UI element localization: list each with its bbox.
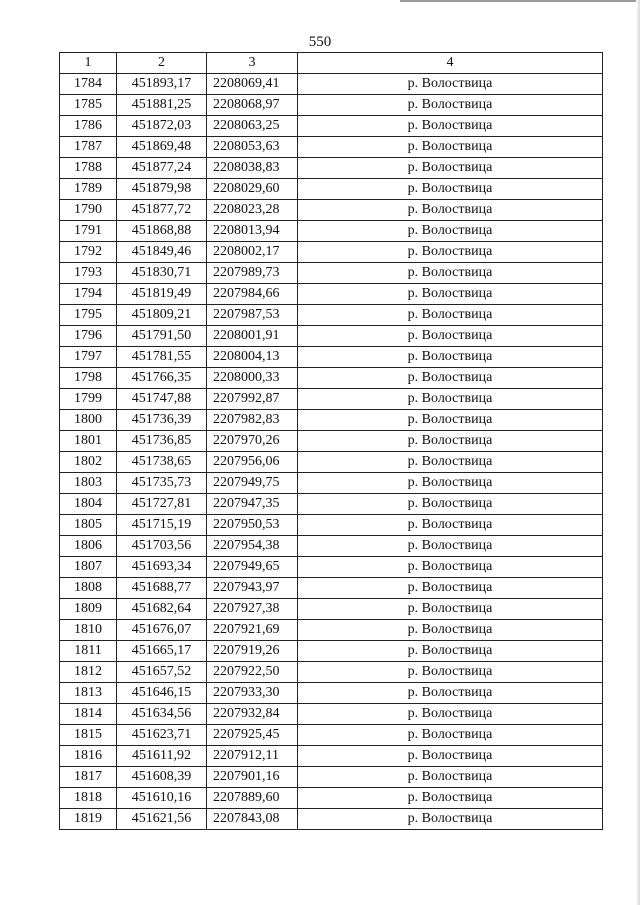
cell-x-coordinate: 451608,39 bbox=[117, 767, 207, 788]
cell-description: р. Волоствица bbox=[298, 704, 603, 725]
table-row bbox=[60, 452, 603, 473]
cell-y-coordinate: 2207987,53 bbox=[207, 305, 298, 326]
cell-description: р. Волоствица bbox=[298, 179, 603, 200]
cell-description: р. Волоствица bbox=[298, 683, 603, 704]
cell-point-number: 1792 bbox=[60, 242, 117, 263]
coordinates-table bbox=[59, 52, 603, 830]
cell-point-number: 1816 bbox=[60, 746, 117, 767]
cell-description: р. Волоствица bbox=[298, 578, 603, 599]
cell-x-coordinate: 451872,03 bbox=[117, 116, 207, 137]
cell-x-coordinate: 451738,65 bbox=[117, 452, 207, 473]
cell-y-coordinate: 2207954,38 bbox=[207, 536, 298, 557]
table-row bbox=[60, 515, 603, 536]
cell-x-coordinate: 451868,88 bbox=[117, 221, 207, 242]
cell-y-coordinate: 2207984,66 bbox=[207, 284, 298, 305]
cell-y-coordinate: 2207992,87 bbox=[207, 389, 298, 410]
column-header-y-coordinate: 3 bbox=[207, 53, 298, 74]
cell-description: р. Волоствица bbox=[298, 599, 603, 620]
cell-x-coordinate: 451879,98 bbox=[117, 179, 207, 200]
table-row bbox=[60, 74, 603, 95]
table-row bbox=[60, 410, 603, 431]
table-row bbox=[60, 746, 603, 767]
column-header-x-coordinate: 2 bbox=[117, 53, 207, 74]
cell-point-number: 1819 bbox=[60, 809, 117, 830]
cell-y-coordinate: 2208038,83 bbox=[207, 158, 298, 179]
cell-y-coordinate: 2207956,06 bbox=[207, 452, 298, 473]
cell-y-coordinate: 2207922,50 bbox=[207, 662, 298, 683]
cell-x-coordinate: 451881,25 bbox=[117, 95, 207, 116]
cell-y-coordinate: 2208004,13 bbox=[207, 347, 298, 368]
cell-point-number: 1791 bbox=[60, 221, 117, 242]
cell-y-coordinate: 2207949,65 bbox=[207, 557, 298, 578]
table-row bbox=[60, 578, 603, 599]
scan-edge-line bbox=[400, 0, 640, 2]
cell-point-number: 1785 bbox=[60, 95, 117, 116]
cell-point-number: 1815 bbox=[60, 725, 117, 746]
table-row bbox=[60, 431, 603, 452]
cell-y-coordinate: 2207949,75 bbox=[207, 473, 298, 494]
cell-description: р. Волоствица bbox=[298, 452, 603, 473]
cell-point-number: 1817 bbox=[60, 767, 117, 788]
table-row bbox=[60, 641, 603, 662]
cell-x-coordinate: 451703,56 bbox=[117, 536, 207, 557]
table-row bbox=[60, 116, 603, 137]
cell-description: р. Волоствица bbox=[298, 641, 603, 662]
cell-x-coordinate: 451735,73 bbox=[117, 473, 207, 494]
cell-description: р. Волоствица bbox=[298, 620, 603, 641]
cell-point-number: 1797 bbox=[60, 347, 117, 368]
cell-description: р. Волоствица bbox=[298, 767, 603, 788]
table-row bbox=[60, 221, 603, 242]
cell-x-coordinate: 451646,15 bbox=[117, 683, 207, 704]
cell-x-coordinate: 451869,48 bbox=[117, 137, 207, 158]
table-body bbox=[60, 74, 603, 830]
cell-x-coordinate: 451676,07 bbox=[117, 620, 207, 641]
cell-point-number: 1786 bbox=[60, 116, 117, 137]
table-row bbox=[60, 158, 603, 179]
cell-point-number: 1804 bbox=[60, 494, 117, 515]
cell-point-number: 1808 bbox=[60, 578, 117, 599]
cell-point-number: 1799 bbox=[60, 389, 117, 410]
table-row bbox=[60, 284, 603, 305]
cell-point-number: 1809 bbox=[60, 599, 117, 620]
cell-description: р. Волоствица bbox=[298, 473, 603, 494]
cell-description: р. Волоствица bbox=[298, 557, 603, 578]
cell-point-number: 1806 bbox=[60, 536, 117, 557]
table-row bbox=[60, 704, 603, 725]
cell-y-coordinate: 2208068,97 bbox=[207, 95, 298, 116]
cell-y-coordinate: 2208069,41 bbox=[207, 74, 298, 95]
cell-description: р. Волоствица bbox=[298, 662, 603, 683]
cell-x-coordinate: 451688,77 bbox=[117, 578, 207, 599]
table-row bbox=[60, 263, 603, 284]
cell-point-number: 1796 bbox=[60, 326, 117, 347]
table-row bbox=[60, 767, 603, 788]
table-row bbox=[60, 599, 603, 620]
cell-description: р. Волоствица bbox=[298, 158, 603, 179]
cell-point-number: 1798 bbox=[60, 368, 117, 389]
cell-description: р. Волоствица bbox=[298, 809, 603, 830]
cell-point-number: 1810 bbox=[60, 620, 117, 641]
cell-description: р. Волоствица bbox=[298, 788, 603, 809]
table-row bbox=[60, 95, 603, 116]
table-row bbox=[60, 662, 603, 683]
cell-y-coordinate: 2207982,83 bbox=[207, 410, 298, 431]
cell-point-number: 1811 bbox=[60, 641, 117, 662]
cell-x-coordinate: 451682,64 bbox=[117, 599, 207, 620]
cell-x-coordinate: 451877,72 bbox=[117, 200, 207, 221]
cell-point-number: 1805 bbox=[60, 515, 117, 536]
cell-x-coordinate: 451715,19 bbox=[117, 515, 207, 536]
cell-x-coordinate: 451736,39 bbox=[117, 410, 207, 431]
cell-point-number: 1818 bbox=[60, 788, 117, 809]
cell-x-coordinate: 451621,56 bbox=[117, 809, 207, 830]
cell-x-coordinate: 451830,71 bbox=[117, 263, 207, 284]
cell-y-coordinate: 2208029,60 bbox=[207, 179, 298, 200]
cell-description: р. Волоствица bbox=[298, 95, 603, 116]
column-header-description: 4 bbox=[298, 53, 603, 74]
table-row bbox=[60, 788, 603, 809]
cell-description: р. Волоствица bbox=[298, 515, 603, 536]
cell-description: р. Волоствица bbox=[298, 431, 603, 452]
cell-point-number: 1789 bbox=[60, 179, 117, 200]
cell-description: р. Волоствица bbox=[298, 326, 603, 347]
cell-y-coordinate: 2207970,26 bbox=[207, 431, 298, 452]
cell-point-number: 1812 bbox=[60, 662, 117, 683]
cell-description: р. Волоствица bbox=[298, 74, 603, 95]
cell-y-coordinate: 2207912,11 bbox=[207, 746, 298, 767]
cell-point-number: 1794 bbox=[60, 284, 117, 305]
cell-x-coordinate: 451623,71 bbox=[117, 725, 207, 746]
cell-x-coordinate: 451657,52 bbox=[117, 662, 207, 683]
cell-x-coordinate: 451634,56 bbox=[117, 704, 207, 725]
table-row bbox=[60, 725, 603, 746]
table-row bbox=[60, 347, 603, 368]
cell-description: р. Волоствица bbox=[298, 137, 603, 158]
cell-y-coordinate: 2208053,63 bbox=[207, 137, 298, 158]
cell-x-coordinate: 451736,85 bbox=[117, 431, 207, 452]
cell-point-number: 1803 bbox=[60, 473, 117, 494]
cell-point-number: 1788 bbox=[60, 158, 117, 179]
cell-y-coordinate: 2207901,16 bbox=[207, 767, 298, 788]
cell-y-coordinate: 2207889,60 bbox=[207, 788, 298, 809]
scan-edge-shadow bbox=[636, 0, 640, 905]
table-row bbox=[60, 368, 603, 389]
table-row bbox=[60, 809, 603, 830]
table-row bbox=[60, 242, 603, 263]
cell-description: р. Волоствица bbox=[298, 410, 603, 431]
cell-y-coordinate: 2207932,84 bbox=[207, 704, 298, 725]
cell-y-coordinate: 2207943,97 bbox=[207, 578, 298, 599]
cell-x-coordinate: 451781,55 bbox=[117, 347, 207, 368]
cell-y-coordinate: 2207925,45 bbox=[207, 725, 298, 746]
cell-x-coordinate: 451665,17 bbox=[117, 641, 207, 662]
cell-description: р. Волоствица bbox=[298, 200, 603, 221]
cell-x-coordinate: 451693,34 bbox=[117, 557, 207, 578]
cell-x-coordinate: 451819,49 bbox=[117, 284, 207, 305]
cell-description: р. Волоствица bbox=[298, 242, 603, 263]
cell-description: р. Волоствица bbox=[298, 263, 603, 284]
table-row bbox=[60, 494, 603, 515]
table-row bbox=[60, 620, 603, 641]
cell-y-coordinate: 2208023,28 bbox=[207, 200, 298, 221]
table-row bbox=[60, 389, 603, 410]
cell-x-coordinate: 451849,46 bbox=[117, 242, 207, 263]
table-row bbox=[60, 473, 603, 494]
cell-description: р. Волоствица bbox=[298, 305, 603, 326]
table-row bbox=[60, 200, 603, 221]
cell-point-number: 1813 bbox=[60, 683, 117, 704]
cell-description: р. Волоствица bbox=[298, 347, 603, 368]
cell-x-coordinate: 451809,21 bbox=[117, 305, 207, 326]
cell-description: р. Волоствица bbox=[298, 389, 603, 410]
cell-description: р. Волоствица bbox=[298, 221, 603, 242]
cell-description: р. Волоствица bbox=[298, 284, 603, 305]
table-row bbox=[60, 557, 603, 578]
cell-x-coordinate: 451766,35 bbox=[117, 368, 207, 389]
table-row bbox=[60, 179, 603, 200]
page-number: 550 bbox=[308, 34, 332, 50]
cell-point-number: 1793 bbox=[60, 263, 117, 284]
cell-y-coordinate: 2207843,08 bbox=[207, 809, 298, 830]
table-row bbox=[60, 305, 603, 326]
cell-x-coordinate: 451877,24 bbox=[117, 158, 207, 179]
table-row bbox=[60, 137, 603, 158]
cell-y-coordinate: 2207921,69 bbox=[207, 620, 298, 641]
cell-y-coordinate: 2207989,73 bbox=[207, 263, 298, 284]
cell-y-coordinate: 2207947,35 bbox=[207, 494, 298, 515]
cell-description: р. Волоствица bbox=[298, 494, 603, 515]
cell-point-number: 1795 bbox=[60, 305, 117, 326]
cell-x-coordinate: 451893,17 bbox=[117, 74, 207, 95]
cell-point-number: 1800 bbox=[60, 410, 117, 431]
cell-point-number: 1801 bbox=[60, 431, 117, 452]
cell-y-coordinate: 2208002,17 bbox=[207, 242, 298, 263]
cell-y-coordinate: 2208013,94 bbox=[207, 221, 298, 242]
cell-x-coordinate: 451791,50 bbox=[117, 326, 207, 347]
cell-y-coordinate: 2207950,53 bbox=[207, 515, 298, 536]
cell-point-number: 1787 bbox=[60, 137, 117, 158]
column-header-point-number: 1 bbox=[60, 53, 117, 74]
cell-description: р. Волоствица bbox=[298, 746, 603, 767]
cell-description: р. Волоствица bbox=[298, 725, 603, 746]
cell-point-number: 1814 bbox=[60, 704, 117, 725]
cell-y-coordinate: 2208063,25 bbox=[207, 116, 298, 137]
cell-point-number: 1790 bbox=[60, 200, 117, 221]
table-row bbox=[60, 683, 603, 704]
cell-y-coordinate: 2208001,91 bbox=[207, 326, 298, 347]
cell-point-number: 1802 bbox=[60, 452, 117, 473]
cell-y-coordinate: 2208000,33 bbox=[207, 368, 298, 389]
cell-y-coordinate: 2207919,26 bbox=[207, 641, 298, 662]
cell-y-coordinate: 2207927,38 bbox=[207, 599, 298, 620]
cell-description: р. Волоствица bbox=[298, 536, 603, 557]
table-row bbox=[60, 326, 603, 347]
cell-description: р. Волоствица bbox=[298, 368, 603, 389]
cell-x-coordinate: 451611,92 bbox=[117, 746, 207, 767]
cell-y-coordinate: 2207933,30 bbox=[207, 683, 298, 704]
cell-x-coordinate: 451727,81 bbox=[117, 494, 207, 515]
cell-description: р. Волоствица bbox=[298, 116, 603, 137]
cell-x-coordinate: 451747,88 bbox=[117, 389, 207, 410]
table-header-row bbox=[60, 53, 603, 74]
table-row bbox=[60, 536, 603, 557]
cell-point-number: 1807 bbox=[60, 557, 117, 578]
cell-x-coordinate: 451610,16 bbox=[117, 788, 207, 809]
cell-point-number: 1784 bbox=[60, 74, 117, 95]
